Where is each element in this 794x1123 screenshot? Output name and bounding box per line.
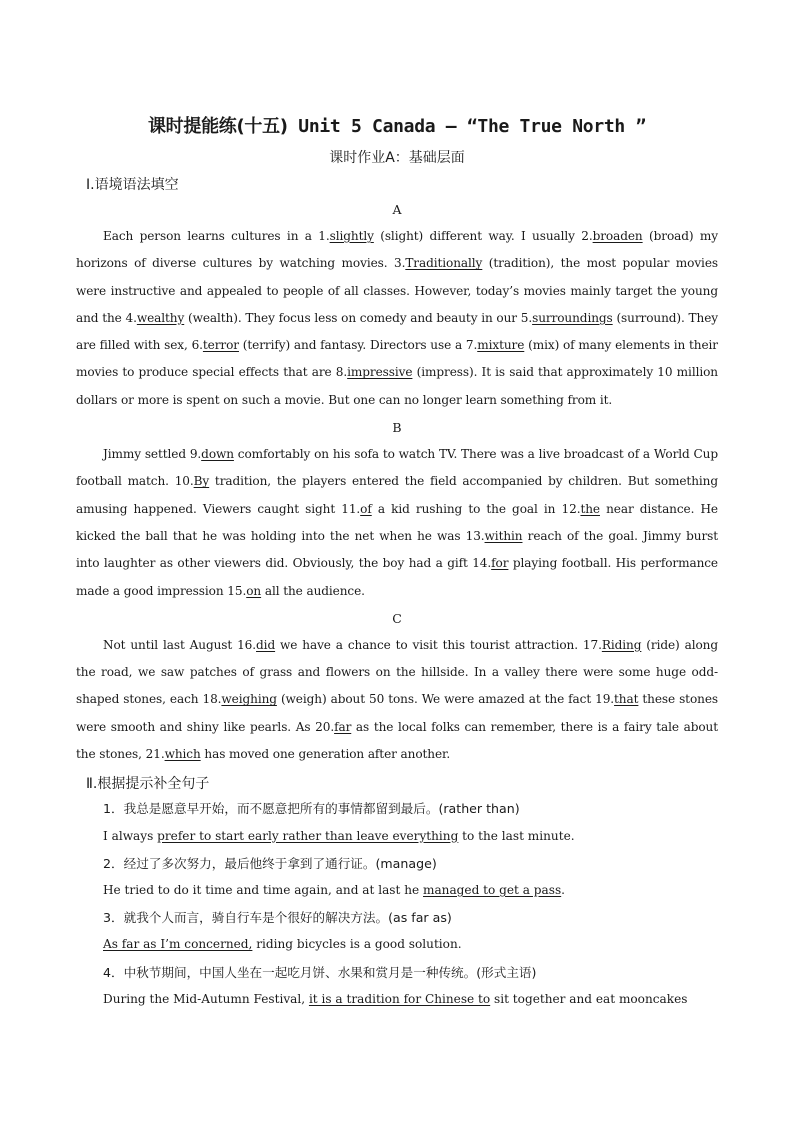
text-segment: Each person learns cultures in a 1.	[103, 229, 330, 243]
text-segment: Jimmy settled 9.	[103, 447, 202, 462]
text-segment: He tried to do it time and time again, and at last he	[103, 882, 423, 897]
text-segment: (surround). They are filled with sex, 6.	[76, 310, 718, 353]
answer-4	[103, 986, 718, 1013]
answer-blank: broaden	[592, 229, 643, 243]
text-segment: all the audience.	[261, 583, 365, 598]
worksheet-page	[76, 114, 718, 1013]
answer-1	[103, 823, 718, 850]
text-segment: (slight) different way. I usually 2.	[373, 229, 593, 243]
answer-blank: the	[580, 501, 600, 516]
answer-blank: slightly	[329, 229, 374, 243]
passage-c	[76, 632, 718, 768]
text-segment: as the local folks can remember, there is a fairy tale about the stones, 21.	[76, 719, 718, 762]
answer-blank: prefer to start early rather than leave everything	[157, 828, 459, 843]
passage-a-label: A	[392, 202, 402, 217]
text-segment: playing football. His performance made a good impression 15.	[76, 556, 718, 598]
answer-blank: on	[246, 583, 262, 598]
question-1: 1．我总是愿意早开始，而不愿意把所有的事情都留到最后。(rather than)	[103, 801, 520, 817]
answer-blank: that	[614, 692, 639, 707]
text-segment: (terrify) and fantasy. Directors use a 7.	[238, 338, 478, 353]
answer-2	[103, 877, 718, 904]
answer-blank: mixture	[477, 338, 525, 353]
text-segment: comfortably on his sofa to watch TV. There was a live broadcast of a World Cup football match. 10.	[76, 447, 718, 489]
section-1-heading: Ⅰ.语境语法填空	[86, 177, 179, 193]
text-segment: I always	[103, 828, 158, 843]
text-segment: riding bicycles is a good solution.	[252, 937, 462, 952]
text-segment: (tradition), the most popular movies were instructive and appealed to people of all classes. However, today’s movies mainly target the young and the 4.	[76, 256, 718, 325]
answer-blank: far	[334, 719, 352, 734]
text-segment: to the last minute.	[458, 828, 575, 843]
answer-blank: for	[491, 556, 509, 571]
passage-c-label: C	[392, 610, 402, 626]
text-segment: (weigh) about 50 tons. We were amazed at the fact 19.	[276, 692, 615, 707]
answer-blank: As far as I’m concerned,	[103, 937, 253, 952]
page-title	[76, 114, 718, 140]
answer-blank: down	[201, 447, 234, 462]
answer-blank: did	[256, 637, 276, 652]
answer-blank: which	[164, 747, 201, 762]
section-2-heading: Ⅱ.根据提示补全句子	[86, 776, 210, 793]
text-segment: (ride) along the road, we saw patches of grass and flowers on the hillside. In a valley there were some huge odd-shaped stones, each 18.	[76, 637, 718, 707]
answer-blank: terror	[202, 338, 239, 353]
text-segment: (impress). It is said that approximately 10 million dollars or more is spent on such a movie. But one can no longer learn something from it.	[76, 365, 718, 407]
question-2: 2．经过了多次努力，最后他终于拿到了通行证。(manage)	[103, 855, 437, 871]
text-segment: (wealth). They focus less on comedy and beauty in our 5.	[184, 310, 533, 325]
answer-blank: By	[193, 474, 210, 489]
text-segment: .	[561, 882, 566, 897]
answer-blank: it is a tradition for Chinese to	[308, 991, 491, 1006]
answer-blank: Riding	[601, 637, 642, 652]
answer-blank: wealthy	[136, 310, 185, 325]
answer-3	[103, 931, 718, 958]
page-subtitle: 课时作业A：基础层面	[329, 150, 465, 166]
passage-b	[76, 441, 718, 605]
answer-blank: weighing	[221, 692, 277, 707]
text-segment: near distance. He kicked the ball that he was holding into the net when he was 13.	[76, 501, 718, 543]
title-chinese: 课时提能练(十五)	[147, 116, 288, 137]
text-segment: we have a chance to visit this tourist attraction. 17.	[275, 637, 602, 652]
title-english: Unit 5 Canada — “The True North ”	[287, 116, 647, 137]
text-segment: sit together and eat mooncakes	[490, 991, 688, 1006]
text-segment: reach of the goal. Jimmy burst into laughter as other viewers did. Obviously, the boy had a gift 14.	[76, 528, 718, 571]
text-segment: (mix) of many elements in their movies to produce special effects that are 8.	[76, 338, 718, 380]
text-segment: a kid rushing to the goal in 12.	[371, 501, 581, 516]
question-3: 3．就我个人而言，骑自行车是个很好的解决方法。(as far as)	[103, 910, 452, 926]
answer-blank: within	[484, 528, 523, 543]
answer-blank: impressive	[347, 365, 413, 380]
passage-b-label: B	[392, 420, 402, 436]
question-4: 4．中秋节期间，中国人坐在一起吃月饼、水果和赏月是一种传统。(形式主语)	[103, 964, 537, 980]
text-segment: (broad) my horizons of diverse cultures by watching movies. 3.	[76, 229, 718, 271]
text-segment: During the Mid-Autumn Festival,	[103, 991, 309, 1006]
passage-a	[76, 223, 718, 414]
text-segment: these stones were smooth and shiny like pearls. As 20.	[76, 692, 718, 734]
text-segment: Not until last August 16.	[103, 637, 257, 652]
text-segment: has moved one generation after another.	[200, 747, 451, 762]
answer-blank: managed to get a pass	[423, 882, 562, 897]
answer-blank: surroundings	[532, 310, 613, 325]
answer-blank: of	[360, 501, 372, 516]
text-segment: tradition, the players entered the field accompanied by children. But something amusing happened. Viewers caught sight 11.	[76, 474, 718, 516]
answer-blank: Traditionally	[405, 256, 483, 271]
